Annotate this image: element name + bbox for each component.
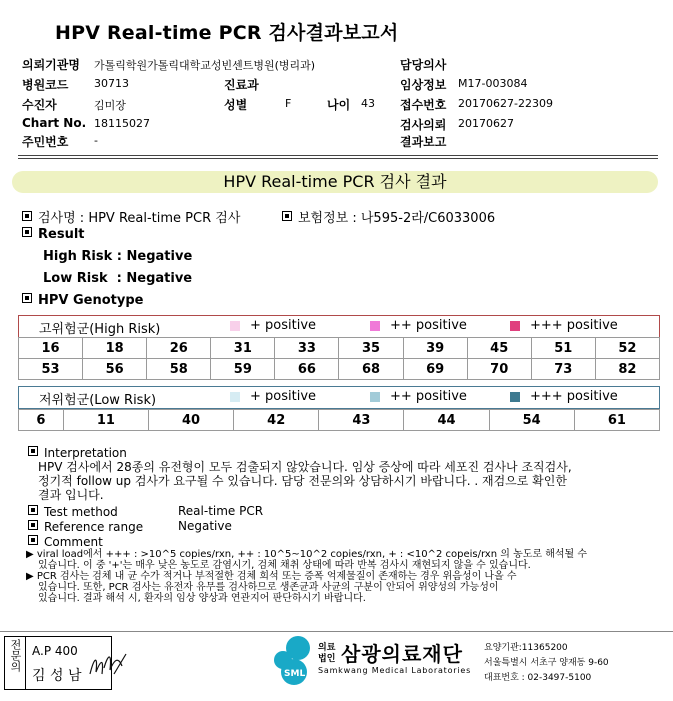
genotype-cell: 59 xyxy=(211,359,275,380)
hospital-code-value: 30713 xyxy=(94,77,129,90)
plus-swatch-icon xyxy=(230,392,240,402)
plus3-swatch-icon xyxy=(510,321,520,331)
bullet-square-icon xyxy=(28,520,38,530)
sml-logo-icon xyxy=(270,634,316,686)
receipt-no-value: 20170627-22309 xyxy=(458,97,553,110)
genotype-cell: 54 xyxy=(489,410,574,431)
comment-text xyxy=(26,549,587,604)
genotype-cell: 33 xyxy=(275,338,339,359)
result-heading: Result xyxy=(38,227,85,242)
bullet-square-icon xyxy=(28,505,38,515)
plus-swatch-icon xyxy=(230,321,240,331)
org-contact xyxy=(484,641,609,686)
ap-code: A.P 400 xyxy=(32,644,78,658)
org-name: 삼광의료재단 xyxy=(341,642,463,666)
report-title: HPV Real-time PCR 검사결과보고서 xyxy=(55,22,399,44)
high-risk-legend-2: ++ positive xyxy=(390,318,467,333)
interpretation-heading: Interpretation xyxy=(44,446,127,460)
genotype-cell: 73 xyxy=(531,359,595,380)
high-risk-legend-3: +++ positive xyxy=(530,318,618,333)
test-method-row xyxy=(28,505,118,518)
interpretation-line: 결과 입니다. xyxy=(38,488,104,502)
care-number: 요양기관:11365200 xyxy=(484,643,568,653)
genotype-cell: 39 xyxy=(403,338,467,359)
low-risk-table xyxy=(18,409,660,431)
reference-range-row xyxy=(28,520,143,533)
interpretation-heading-row xyxy=(28,446,127,459)
comment-label: Comment xyxy=(44,535,103,549)
bullet-square-icon xyxy=(22,211,32,221)
resident-no-label: 주민번호 xyxy=(22,135,69,149)
patient-value: 김미장 xyxy=(94,99,126,112)
plus3-swatch-icon xyxy=(510,392,520,402)
high-risk-label: 고위험군(High Risk) xyxy=(39,322,161,337)
genotype-cell: 61 xyxy=(574,410,659,431)
resident-no-value: - xyxy=(94,134,98,147)
genotype-cell: 69 xyxy=(403,359,467,380)
org-phone: 대표번호 : 02-3497-5100 xyxy=(484,673,592,683)
result-heading-row xyxy=(22,227,85,242)
org-address: 서울특별시 서초구 양재동 9-60 xyxy=(484,658,609,668)
high-risk-legend-1: + positive xyxy=(250,318,317,333)
genotype-cell: 42 xyxy=(234,410,319,431)
genotype-cell: 58 xyxy=(147,359,211,380)
genotype-cell: 52 xyxy=(595,338,659,359)
clinical-info-value: M17-003084 xyxy=(458,77,528,90)
genotype-cell: 44 xyxy=(404,410,489,431)
genotype-cell: 11 xyxy=(63,410,148,431)
org-prefix xyxy=(318,643,335,665)
specialist-label: 전문의 xyxy=(9,639,22,672)
header-divider xyxy=(18,155,658,156)
genotype-cell: 40 xyxy=(148,410,233,431)
header-divider-2 xyxy=(18,158,658,159)
high-risk-table xyxy=(18,337,660,380)
genotype-cell: 31 xyxy=(211,338,275,359)
interpretation-line: HPV 검사에서 28종의 유전형이 모두 검출되지 않았습니다. 임상 증상에 따라 세포진 검사나 조직검사, xyxy=(38,460,572,474)
genotype-cell: 66 xyxy=(275,359,339,380)
low-risk-result: Low Risk : Negative xyxy=(43,271,193,286)
chart-no-value: 18115027 xyxy=(94,117,150,130)
bullet-square-icon xyxy=(28,535,38,545)
bullet-square-icon xyxy=(282,211,292,221)
genotype-cell: 43 xyxy=(319,410,404,431)
high-risk-legend xyxy=(18,315,660,338)
org-prefix-line: 법인 xyxy=(318,654,336,664)
test-name: 검사명 : HPV Real-time PCR 검사 xyxy=(38,211,241,226)
genotype-heading-row xyxy=(22,293,143,308)
low-risk-label: 저위험군(Low Risk) xyxy=(39,393,157,408)
dept-label: 진료과 xyxy=(224,78,259,92)
age-label: 나이 xyxy=(327,98,351,112)
age-value: 43 xyxy=(361,97,375,110)
specialist-name: 김 성 남 xyxy=(32,668,82,684)
comment-row xyxy=(28,535,103,548)
footer-divider xyxy=(0,631,673,632)
genotype-cell: 51 xyxy=(531,338,595,359)
genotype-cell: 16 xyxy=(19,338,83,359)
low-risk-legend-1: + positive xyxy=(250,389,317,404)
interpretation-box xyxy=(18,441,658,616)
genotype-cell: 6 xyxy=(19,410,64,431)
hospital-code-label: 병원코드 xyxy=(22,78,69,92)
reference-range-label: Reference range xyxy=(44,520,144,534)
genotype-cell: 53 xyxy=(19,359,83,380)
genotype-heading: HPV Genotype xyxy=(38,293,144,308)
bullet-square-icon xyxy=(22,227,32,237)
high-risk-result: High Risk : Negative xyxy=(43,249,193,264)
interpretation-line: 정기적 follow up 검사가 요구될 수 있습니다. 담당 전문의와 상담하시기 바랍니다. . 재검으로 확인한 xyxy=(38,474,567,488)
interpretation-text xyxy=(38,460,572,502)
test-method-value: Real-time PCR xyxy=(178,504,264,518)
table-row xyxy=(19,359,660,380)
org-english-name: Samkwang Medical Laboratories xyxy=(318,666,472,675)
low-risk-legend-3: +++ positive xyxy=(530,389,618,404)
sex-label: 성별 xyxy=(224,98,248,112)
genotype-cell: 68 xyxy=(339,359,403,380)
doctor-label: 담당의사 xyxy=(400,58,447,72)
genotype-cell: 82 xyxy=(595,359,659,380)
low-risk-legend xyxy=(18,386,660,409)
sex-value: F xyxy=(285,97,292,110)
table-row xyxy=(19,410,660,431)
table-row xyxy=(19,338,660,359)
chart-no-label: Chart No. xyxy=(22,116,87,130)
insurance-info: 보험정보 : 나595-2라/C6033006 xyxy=(298,211,496,226)
test-name-row xyxy=(22,207,240,226)
report-date-label: 결과보고 xyxy=(400,135,447,149)
reference-range-value: Negative xyxy=(178,519,232,533)
clinical-info-label: 임상정보 xyxy=(400,78,447,92)
patient-label: 수진자 xyxy=(22,98,57,112)
result-banner: HPV Real-time PCR 검사 결과 xyxy=(12,171,658,193)
comment-line: ▶ PCR 검사는 검체 내 균 수가 적거나 부적절한 검체 희석 또는 증폭 억제물질이 존재하는 경우 위음성이 나올 수 xyxy=(26,571,517,582)
genotype-cell: 35 xyxy=(339,338,403,359)
insurance-row xyxy=(282,207,495,226)
request-date-label: 검사의뢰 xyxy=(400,118,447,132)
specialist-label-box xyxy=(4,636,26,690)
genotype-cell: 70 xyxy=(467,359,531,380)
plus2-swatch-icon xyxy=(370,321,380,331)
genotype-cell: 56 xyxy=(83,359,147,380)
genotype-cell: 26 xyxy=(147,338,211,359)
genotype-cell: 18 xyxy=(83,338,147,359)
request-date-value: 20170627 xyxy=(458,117,514,130)
bullet-square-icon xyxy=(28,446,38,456)
genotype-cell: 45 xyxy=(467,338,531,359)
receipt-no-label: 접수번호 xyxy=(400,98,447,112)
institution-label: 의뢰기관명 xyxy=(22,58,80,72)
comment-line: 있습니다. 결과 해석 시, 환자의 임상 양상과 연관지어 판단하시기 바랍니다. xyxy=(38,593,366,604)
org-prefix-line: 의료 xyxy=(318,643,336,653)
logo-text: SML xyxy=(284,669,306,679)
comment-line: 있습니다. 이 중 '+'는 매우 낮은 농도로 감염시기, 검체 채취 상태에 따라 반복 검사시 재현되지 않을 수 있습니다. xyxy=(38,560,531,571)
plus2-swatch-icon xyxy=(370,392,380,402)
signature-icon xyxy=(86,648,130,682)
bullet-square-icon xyxy=(22,293,32,303)
institution-value: 가톨릭학원가톨릭대학교성빈센트병원(병리과) xyxy=(94,59,316,72)
low-risk-legend-2: ++ positive xyxy=(390,389,467,404)
comment-line: 있습니다. 또한, PCR 검사는 유전자 유무를 검사하므로 생존균과 사균의 구분이 안되어 위양성의 가능성이 xyxy=(38,582,499,593)
comment-line: ▶ viral load에서 +++ : >10^5 copies/rxn, ++ : 10^5~10^2 copies/rxn, + : <10^2 copeis/rxn 의 농도로 해석될 수 xyxy=(26,549,588,560)
test-method-label: Test method xyxy=(44,505,118,519)
